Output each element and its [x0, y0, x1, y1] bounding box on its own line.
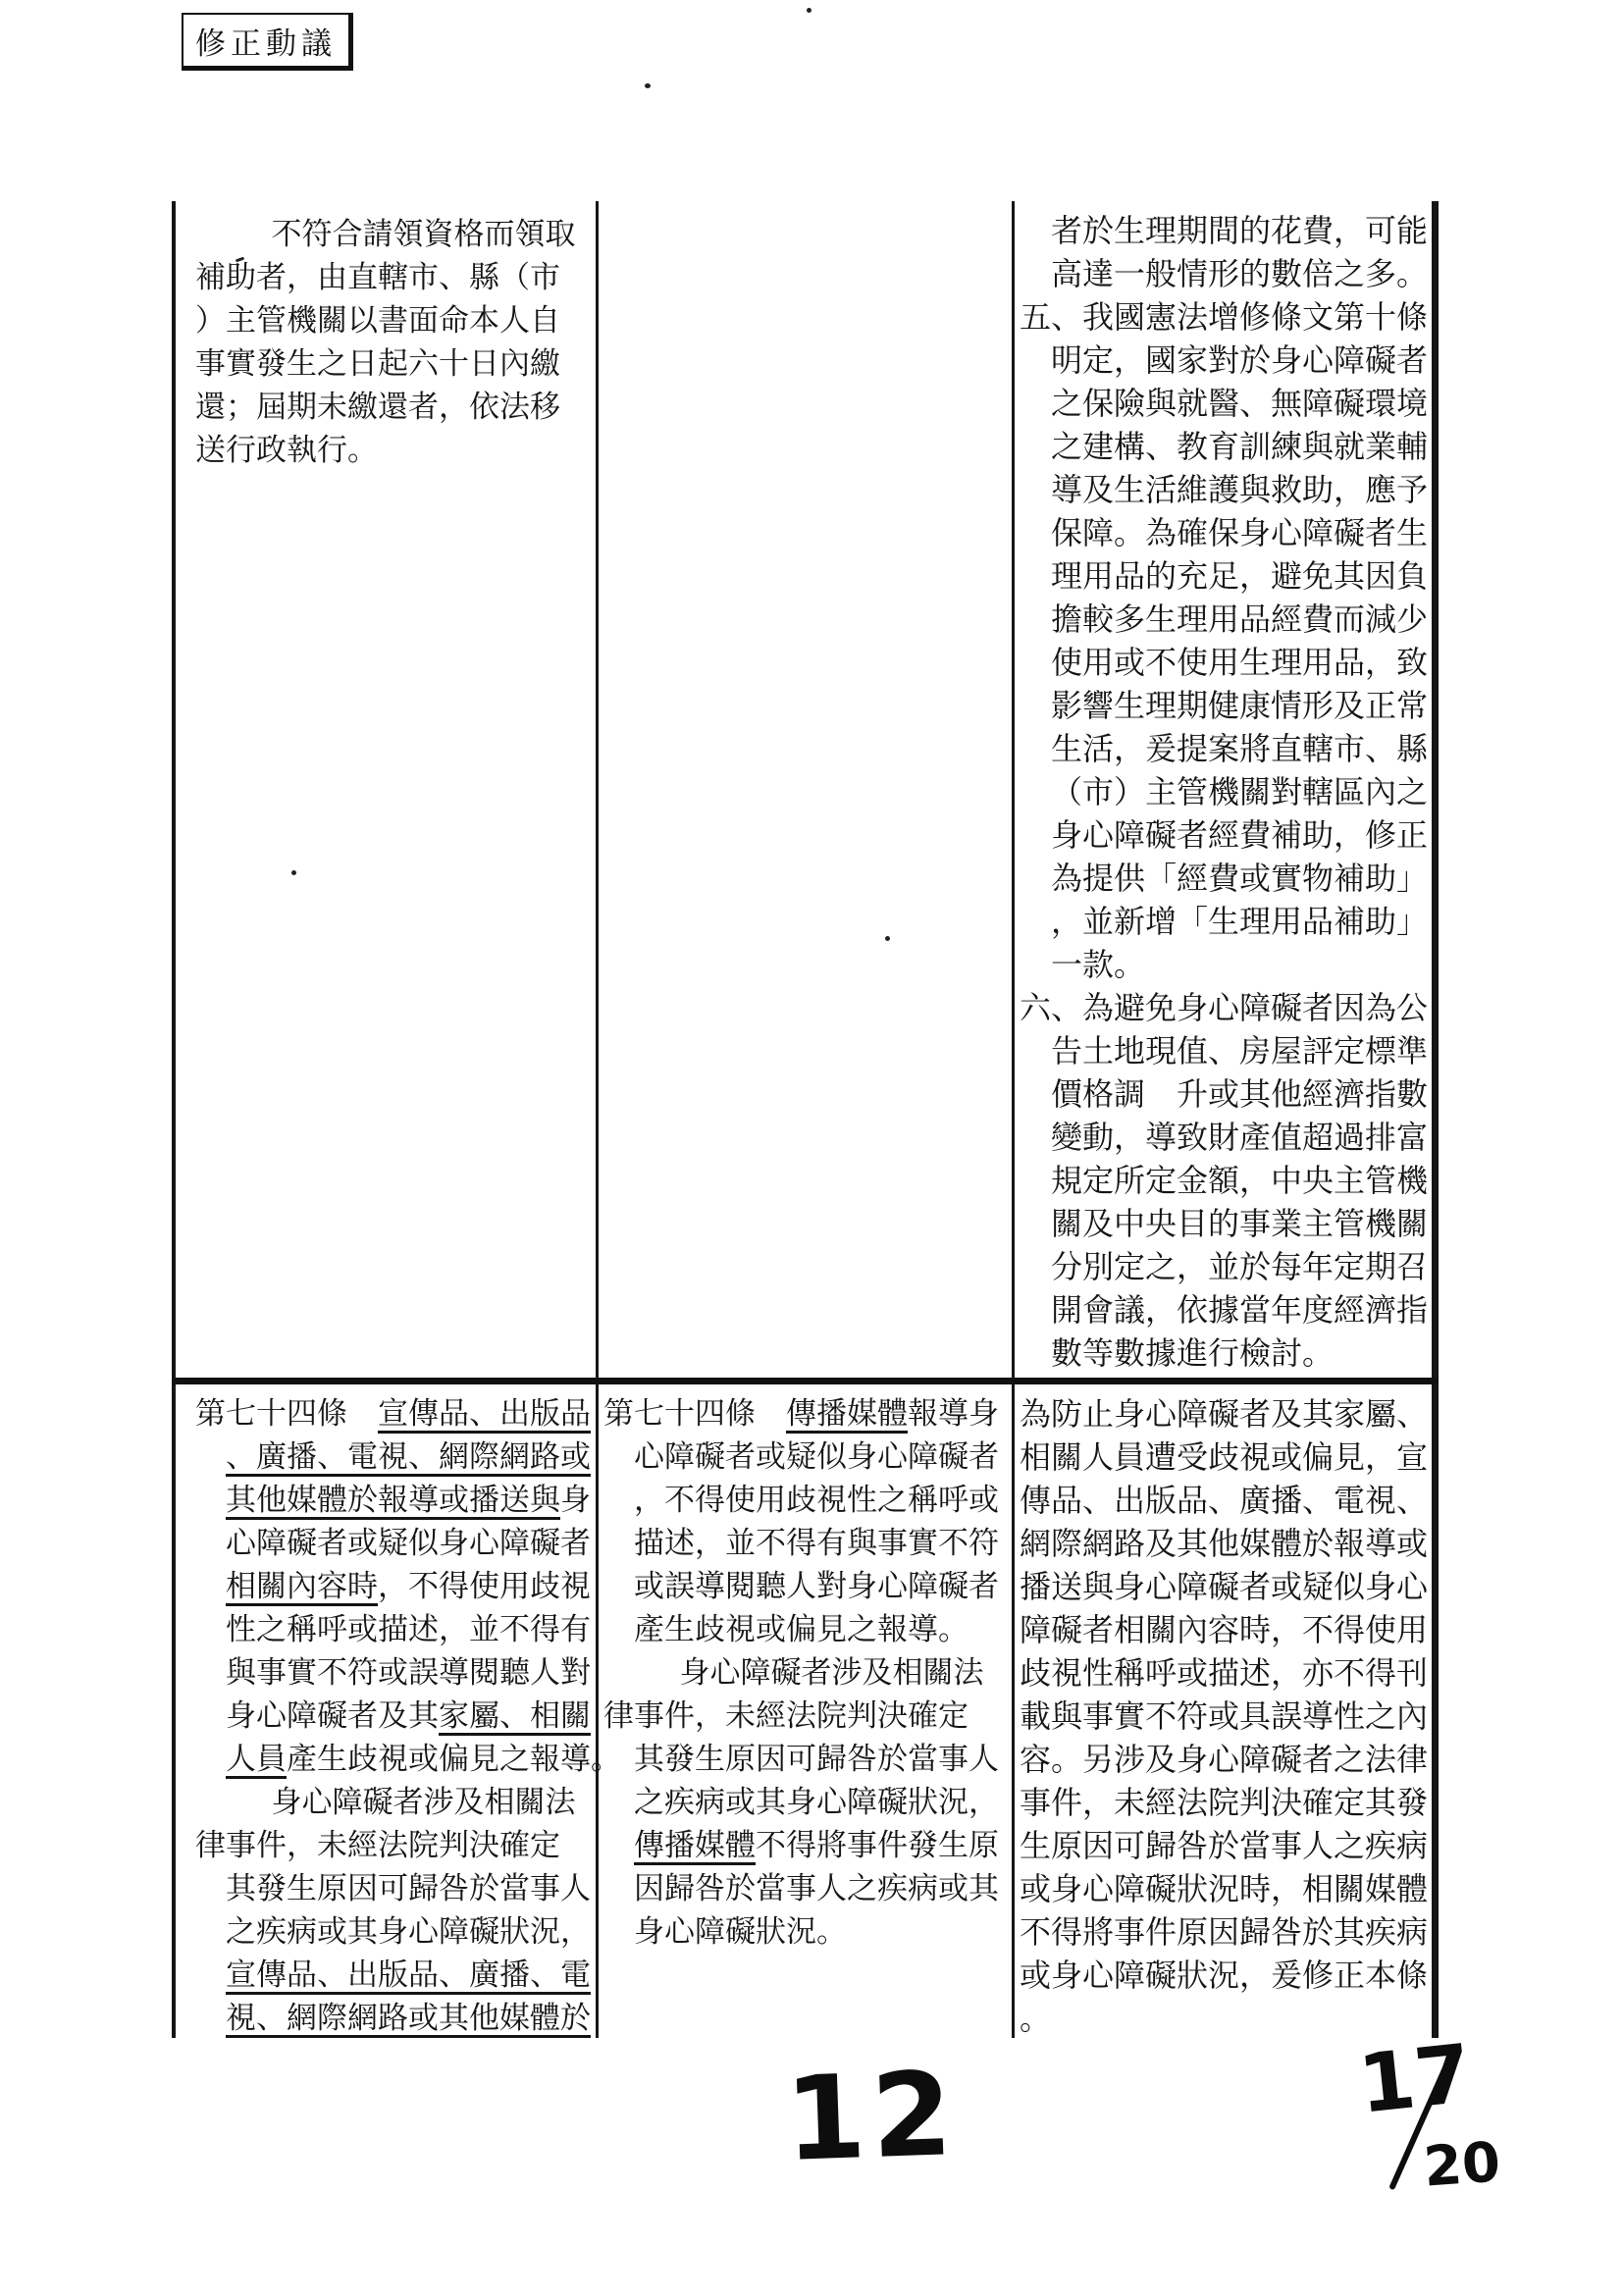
text-line: [1020, 1695, 1436, 1738]
text-segment: 產生歧視或偏見之報導。: [634, 1612, 969, 1647]
text-segment: 生活，爰提案將直轄市、縣: [1051, 730, 1429, 767]
text-segment: 不符合請領資格而領取: [271, 217, 576, 252]
text-segment: 之疾病或其身心障礙狀況，: [634, 1785, 999, 1820]
underlined-text: 家屬、相關: [439, 1698, 591, 1734]
text-line: [195, 1651, 594, 1695]
text-line: [195, 213, 594, 256]
text-line: [1020, 641, 1436, 684]
text-line: [195, 1824, 594, 1867]
underlined-text: 相關內容時: [226, 1569, 378, 1604]
text-line: [195, 1954, 594, 1997]
text-line: [1020, 1029, 1436, 1072]
text-line: [1020, 1072, 1436, 1116]
text-segment: 描述，並不得有與事實不符: [634, 1526, 999, 1561]
text-line: [195, 429, 594, 472]
text-line: [1020, 770, 1436, 813]
text-segment: 。: [1020, 2000, 1052, 2037]
text-line: [1020, 295, 1436, 339]
text-line: [195, 1738, 621, 1781]
text-line: [1020, 382, 1436, 425]
text-line: [1020, 1867, 1436, 1910]
text-segment: 不得將事件發生原: [756, 1828, 999, 1863]
scan-speck: [885, 936, 890, 941]
text-segment: 告土地現值、房屋評定標準: [1051, 1032, 1429, 1070]
text-line: [1020, 1781, 1436, 1824]
text-line: [603, 1608, 996, 1651]
text-segment: 為提供「經費或實物補助」: [1051, 860, 1429, 897]
text-line: [1020, 813, 1436, 857]
text-line: [1020, 986, 1436, 1029]
table-cell-row1-col3: [1020, 209, 1436, 1375]
text-line: [1020, 209, 1436, 252]
text-segment: 五、我國憲法增修條文第十條: [1020, 298, 1429, 336]
text-line: [1020, 1824, 1436, 1867]
text-line: [1020, 1651, 1436, 1695]
text-line: [1020, 1435, 1436, 1479]
text-line: [1020, 252, 1436, 295]
text-line: [1020, 1116, 1436, 1159]
text-line: [603, 1565, 999, 1608]
row-divider: [172, 1378, 1439, 1384]
amendment-stamp-box: [182, 13, 353, 71]
text-line: [195, 299, 594, 342]
text-line: [1020, 468, 1436, 511]
text-segment: 身心障礙者涉及相關法: [271, 1785, 576, 1820]
sheet-denominator: 20: [1421, 2130, 1503, 2200]
text-segment: 數等數據進行檢討。: [1051, 1334, 1335, 1372]
text-line: [603, 1738, 999, 1781]
text-segment: 價格調 升或其他經濟指數: [1051, 1075, 1429, 1113]
text-segment: 產生歧視或偏見之報導。: [287, 1742, 621, 1777]
text-segment: 性之稱呼或描述，並不得有: [226, 1612, 591, 1647]
text-line: [1020, 1738, 1436, 1781]
text-line: [195, 1997, 594, 2040]
text-segment: 傳品、出版品、廣播、電視、: [1020, 1482, 1429, 1519]
text-segment: 心障礙者或疑似身心障礙者: [634, 1439, 999, 1475]
text-line: [195, 1781, 594, 1824]
text-segment: 不得將事件原因歸咎於其疾病: [1020, 1913, 1429, 1951]
text-line: [195, 1435, 594, 1479]
text-line: [1020, 1910, 1436, 1954]
text-segment: ，不得使用歧視性之稱呼或: [634, 1483, 999, 1518]
text-line: [195, 1608, 594, 1651]
sheet-numerator: 17: [1354, 2027, 1476, 2132]
column-divider-2: [1012, 201, 1015, 2038]
table-border-left: [172, 201, 176, 2038]
text-line: [603, 1651, 996, 1695]
text-segment: 還；屆期未繳還者，依法移: [195, 390, 560, 425]
stamp-label: 修正動議: [195, 26, 337, 62]
text-segment: 明定，國家對於身心障礙者: [1051, 341, 1429, 379]
text-line: [195, 1392, 594, 1435]
text-segment: 身心障礙者涉及相關法: [679, 1655, 984, 1691]
text-segment: 報導身: [908, 1396, 999, 1432]
text-segment: 網際網路及其他媒體於報導或: [1020, 1525, 1429, 1562]
text-line: [603, 1824, 999, 1867]
text-segment: ，不得使用歧視: [378, 1569, 591, 1604]
text-segment: 規定所定金額，中央主管機: [1051, 1162, 1429, 1199]
text-line: [603, 1435, 999, 1479]
text-line: [1020, 1954, 1436, 1997]
scan-speck: [645, 83, 651, 88]
text-segment: 因歸咎於當事人之疾病或其: [634, 1871, 999, 1906]
text-segment: 使用或不使用生理用品，致: [1051, 644, 1429, 681]
text-line: [1020, 1522, 1436, 1565]
text-segment: 障礙者相關內容時，不得使用: [1020, 1611, 1429, 1648]
text-segment: ）主管機關以書面命本人自: [195, 303, 560, 339]
text-segment: 補助者，由直轄市、縣（市: [195, 260, 560, 295]
underlined-text: 其他媒體於報導或播送與: [226, 1483, 560, 1518]
text-segment: 高達一般情形的數倍之多。: [1051, 255, 1429, 292]
text-line: [1020, 511, 1436, 554]
text-line: [603, 1479, 999, 1522]
text-line: [1020, 1288, 1436, 1331]
text-line: [1020, 598, 1436, 641]
text-segment: 分別定之，並於每年定期召: [1051, 1248, 1429, 1285]
table-cell-row2-col1: [195, 1392, 621, 2040]
text-line: [195, 1565, 594, 1608]
text-segment: 身心障礙者及其: [226, 1698, 439, 1734]
text-segment: 律事件，未經法院判決確定: [195, 1828, 560, 1863]
text-segment: 相關人員遭受歧視或偏見，宣: [1020, 1438, 1429, 1476]
text-segment: 心障礙者或疑似身心障礙者: [226, 1526, 591, 1561]
text-segment: 理用品的充足，避免其因負: [1051, 557, 1429, 595]
text-segment: 歧視性稱呼或描述，亦不得刊: [1020, 1654, 1429, 1692]
text-segment: 與事實不符或誤導閱聽人對: [226, 1655, 591, 1691]
text-segment: 第七十四條: [195, 1396, 347, 1432]
text-line: [1020, 1159, 1436, 1202]
text-segment: 者於生理期間的花費，可能: [1051, 212, 1429, 249]
text-segment: [756, 1396, 786, 1432]
text-segment: 之建構、教育訓練與就業輔: [1051, 428, 1429, 465]
text-line: [195, 342, 594, 386]
text-segment: 身心障礙者經費補助，修正: [1051, 816, 1429, 854]
text-segment: 或身心障礙狀況，爰修正本條: [1020, 1957, 1429, 1994]
text-line: [1020, 1997, 1436, 2040]
text-segment: 關及中央目的事業主管機關: [1051, 1205, 1429, 1242]
text-line: [195, 386, 594, 429]
text-line: [1020, 727, 1436, 770]
text-segment: 或誤導閱聽人對身心障礙者: [634, 1569, 999, 1604]
text-line: [603, 1781, 999, 1824]
text-segment: 開會議，依據當年度經濟指: [1051, 1291, 1429, 1329]
text-line: [603, 1522, 999, 1565]
text-segment: 送行政執行。: [195, 433, 378, 468]
text-segment: 載與事實不符或具誤導性之內: [1020, 1697, 1429, 1735]
text-segment: 事實發生之日起六十日內繳: [195, 346, 560, 382]
text-segment: 容。另涉及身心障礙者之法律: [1020, 1741, 1429, 1778]
scan-speck: [291, 870, 296, 875]
text-segment: 身心障礙狀況。: [634, 1914, 847, 1950]
text-line: [195, 1522, 594, 1565]
text-segment: 身: [560, 1483, 591, 1518]
text-line: [1020, 900, 1436, 943]
text-segment: [347, 1396, 378, 1432]
text-line: [603, 1867, 999, 1910]
text-segment: 之保險與就醫、無障礙環境: [1051, 385, 1429, 422]
text-segment: （市）主管機關對轄區內之: [1051, 773, 1429, 810]
underlined-text: 人員: [226, 1742, 287, 1777]
text-segment: 律事件，未經法院判決確定: [603, 1698, 969, 1734]
text-segment: ，並新增「生理用品補助」: [1051, 903, 1429, 940]
text-line: [1020, 943, 1436, 986]
text-line: [1020, 339, 1436, 382]
table-cell-row2-col3: [1020, 1392, 1436, 2040]
text-line: [1020, 1608, 1436, 1651]
text-segment: 變動，導致財產值超過排富: [1051, 1119, 1429, 1156]
underlined-text: 、廣播、電視、網際網路或: [226, 1439, 591, 1475]
text-segment: 第七十四條: [603, 1396, 756, 1432]
text-segment: 六、為避免身心障礙者因為公: [1020, 989, 1429, 1026]
comparison-table: [172, 201, 1439, 2038]
text-line: [1020, 1331, 1436, 1375]
text-line: [195, 1910, 594, 1954]
text-line: [603, 1910, 996, 1954]
text-segment: 為防止身心障礙者及其家屬、: [1020, 1395, 1429, 1433]
underlined-text: 宣傳品、出版品、廣播、電: [226, 1957, 591, 1993]
text-line: [195, 1479, 594, 1522]
table-cell-row1-col1: [195, 213, 594, 472]
text-line: [1020, 1245, 1436, 1288]
text-line: [1020, 1479, 1436, 1522]
text-line: [603, 1695, 996, 1738]
handwritten-page-number: 12: [782, 2045, 961, 2188]
text-segment: 之疾病或其身心障礙狀況，: [226, 1914, 591, 1950]
text-line: [1020, 1565, 1436, 1608]
text-segment: 擔較多生理用品經費而減少: [1051, 600, 1429, 638]
text-segment: 事件，未經法院判決確定其發: [1020, 1784, 1429, 1821]
text-segment: 其發生原因可歸咎於當事人: [634, 1742, 999, 1777]
text-line: [1020, 554, 1436, 598]
text-line: [195, 1867, 594, 1910]
underlined-text: 視、網際網路或其他媒體於: [226, 2001, 591, 2036]
text-line: [195, 256, 594, 299]
text-line: [1020, 1392, 1436, 1435]
text-line: [195, 1695, 594, 1738]
scan-speck: [807, 8, 812, 13]
text-segment: 或身心障礙狀況時，相關媒體: [1020, 1870, 1429, 1907]
underlined-text: 傳播媒體: [634, 1828, 756, 1863]
handwritten-sheet-number: [1354, 2027, 1503, 2211]
underlined-text: 傳播媒體: [786, 1396, 908, 1432]
text-segment: 導及生活維護與救助，應予: [1051, 471, 1429, 508]
text-line: [1020, 857, 1436, 900]
text-line: [1020, 1202, 1436, 1245]
text-segment: 其發生原因可歸咎於當事人: [226, 1871, 591, 1906]
text-segment: 播送與身心障礙者或疑似身心: [1020, 1568, 1429, 1605]
underlined-text: 宣傳品、出版品: [378, 1396, 591, 1432]
text-segment: 保障。為確保身心障礙者生: [1051, 514, 1429, 551]
text-line: [1020, 425, 1436, 468]
text-line: [1020, 684, 1436, 727]
text-segment: 影響生理期健康情形及正常: [1051, 687, 1429, 724]
text-line: [603, 1392, 999, 1435]
text-segment: 生原因可歸咎於當事人之疾病: [1020, 1827, 1429, 1864]
table-cell-row2-col2: [603, 1392, 999, 1954]
text-segment: 一款。: [1051, 946, 1146, 983]
